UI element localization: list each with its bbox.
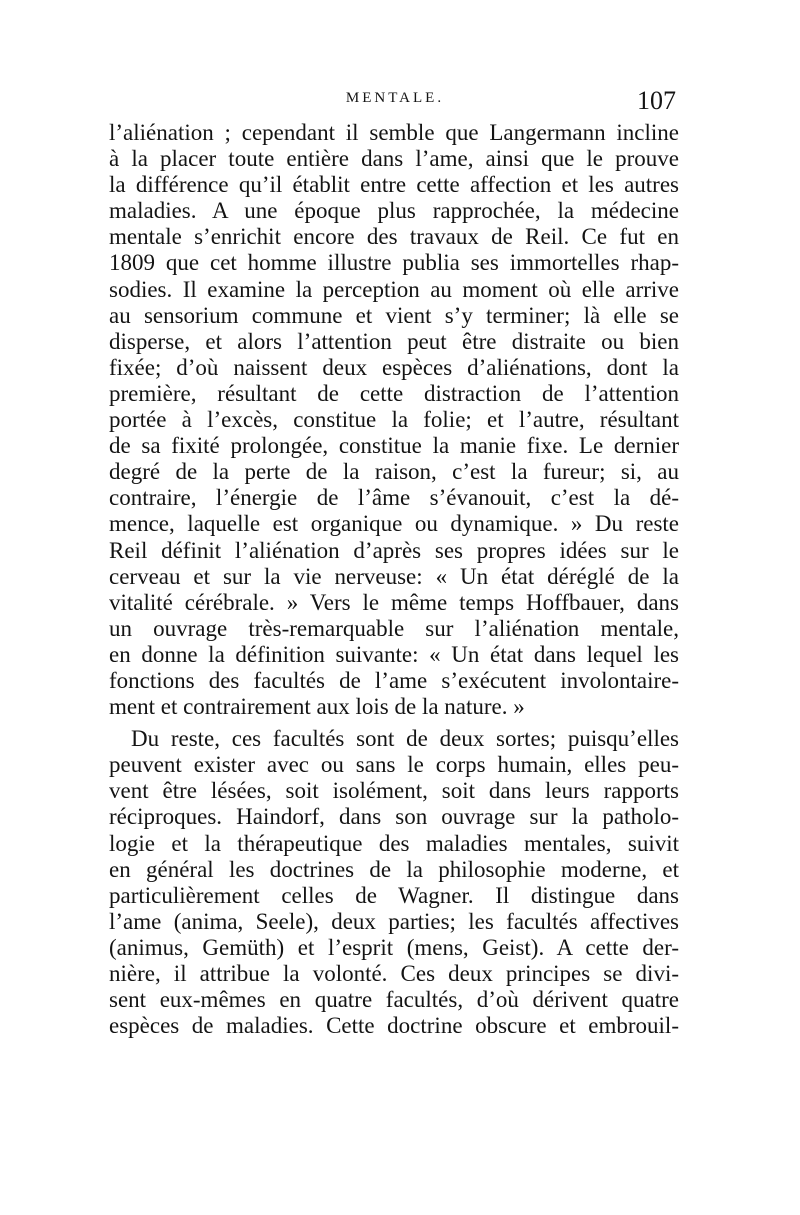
text-line: nière, il attribue la volonté. Ces deux principes se divi-	[109, 961, 679, 986]
paragraph-1	[109, 120, 679, 720]
text-line: ment et contrairement aux lois de la nature. »	[109, 694, 525, 720]
paragraph-2	[109, 726, 679, 1039]
text-line: cerveau et sur la vie nerveuse: « Un état déréglé de la	[109, 563, 679, 589]
text-line: contraire, l’énergie de l’âme s’évanouit, c’est la dé-	[109, 485, 679, 511]
text-line: vitalité cérébrale. » Vers le même temps Hoffbauer, dans	[109, 589, 679, 615]
text-line: maladies. A une époque plus rapprochée, la médecine	[109, 198, 679, 224]
text-line: au sensorium commune et vient s’y terminer; là elle se	[109, 302, 679, 328]
text-line: à la placer toute entière dans l’ame, ainsi que le prouve	[109, 146, 679, 172]
text-line: en donne la définition suivante: « Un état dans lequel les	[109, 641, 679, 667]
text-line: l’aliénation ; cependant il semble que Langermann incline	[109, 120, 679, 145]
text-line: première, résultant de cette distraction de l’attention	[109, 380, 679, 406]
text-line: mentale s’enrichit encore des travaux de Reil. Ce fut en	[109, 224, 679, 250]
text-line: degré de la perte de la raison, c’est la fureur; si, au	[109, 459, 679, 485]
text-line: Du reste, ces facultés sont de deux sortes; puisqu’elles	[131, 726, 679, 752]
text-line: portée à l’excès, constitue la folie; et l’autre, résultant	[109, 407, 679, 433]
text-line: 1809 que cet homme illustre publia ses immortelles rhap-	[109, 250, 679, 276]
text-line: la différence qu’il établit entre cette affection et les autres	[109, 172, 679, 198]
running-head: MENTALE.	[345, 90, 445, 106]
text-line: particulièrement celles de Wagner. Il distingue dans	[109, 882, 679, 908]
text-line: mence, laquelle est organique ou dynamique. » Du reste	[109, 511, 679, 537]
page-header	[110, 86, 680, 122]
text-line: espèces de maladies. Cette doctrine obscure et embrouil-	[109, 1013, 679, 1039]
text-line: (animus, Gemüth) et l’esprit (mens, Geist). A cette der-	[109, 934, 679, 960]
text-line: sent eux-mêmes en quatre facultés, d’où dérivent quatre	[109, 987, 679, 1013]
text-line: disperse, et alors l’attention peut être distraite ou bien	[109, 328, 679, 354]
text-line: de sa fixité prolongée, constitue la manie fixe. Le dernier	[109, 433, 679, 459]
text-line: peuvent exister avec ou sans le corps humain, elles peu-	[109, 752, 679, 778]
text-line: en général les doctrines de la philosophie moderne, et	[109, 856, 679, 882]
text-line: fixée; d’où naissent deux espèces d’aliénations, dont la	[109, 354, 679, 380]
text-line: fonctions des facultés de l’ame s’exécutent involontaire-	[109, 667, 679, 693]
text-line: l’ame (anima, Seele), deux parties; les facultés affectives	[109, 908, 679, 934]
text-line: vent être lésées, soit isolément, soit dans leurs rapports	[109, 778, 679, 804]
text-line: un ouvrage très-remarquable sur l’aliénation mentale,	[109, 615, 679, 641]
text-line: réciproques. Haindorf, dans son ouvrage sur la patholo-	[109, 804, 679, 830]
page-number: 107	[637, 86, 676, 115]
text-line: logie et la thérapeutique des maladies mentales, suivit	[109, 830, 679, 856]
text-line: sodies. Il examine la perception au moment où elle arrive	[109, 276, 679, 302]
body-text	[109, 120, 679, 1039]
text-line: Reil définit l’aliénation d’après ses propres idées sur le	[109, 537, 679, 563]
